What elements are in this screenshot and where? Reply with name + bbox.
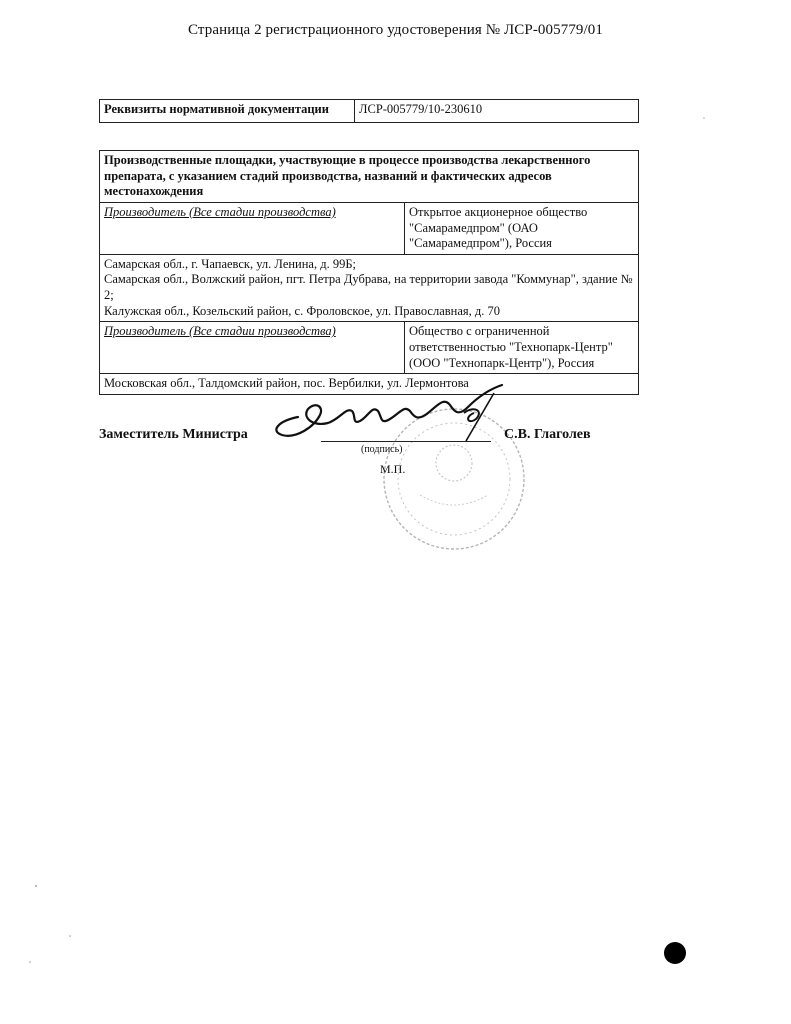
requisites-table: [99, 99, 639, 123]
production-sites-heading: Производственные площадки, участвующие в процессе производства лекарственного препарата, с указанием стадий производства, названий и фактических адресов местонахождения: [100, 151, 639, 203]
producer-row: [100, 202, 639, 254]
producer-row: [100, 322, 639, 374]
address-line: Московская обл., Талдомский район, пос. Вербилки, ул. Лермонтова: [104, 376, 469, 391]
signature-caption: (подпись): [361, 444, 403, 455]
requisites-label: Реквизиты нормативной документации: [100, 100, 355, 123]
producer-addresses: [100, 254, 639, 322]
producer-address-row: [100, 254, 639, 322]
production-sites-heading-row: [100, 151, 639, 203]
producer-role: Производитель (Все стадии производства): [100, 202, 405, 254]
signature-block: [99, 427, 619, 467]
stamp-label: М.П.: [380, 462, 406, 476]
producer-name: Общество с ограниченной ответственностью "Технопарк-Центр" (ООО "Технопарк-Центр"), Россия: [405, 322, 639, 374]
page-header: Страница 2 регистрационного удостоверения № ЛСР-005779/01: [187, 22, 603, 38]
address-line: Калужская обл., Козельский район, с. Фроловское, ул. Православная, д. 70: [104, 303, 501, 318]
address-line: Самарская обл., Волжский район, пгт. Петра Дубрава, на территории завода "Коммунар", здание № 2;: [104, 272, 633, 302]
signature-line: [321, 441, 491, 442]
requisites-value: ЛСР-005779/10-230610: [355, 100, 639, 123]
signer-position: Заместитель Министра: [99, 427, 248, 442]
signer-name: С.В. Глаголев: [504, 427, 591, 442]
production-sites-table: [99, 150, 639, 395]
address-line: Самарская обл., г. Чапаевск, ул. Ленина, д. 99Б;: [104, 256, 356, 271]
producer-name: Открытое акционерное общество "Самарамедпром" (ОАО "Самарамедпром"), Россия: [405, 202, 639, 254]
requisites-row: [100, 100, 639, 123]
scan-dot-mark: [664, 942, 686, 964]
producer-role: Производитель (Все стадии производства): [100, 322, 405, 374]
